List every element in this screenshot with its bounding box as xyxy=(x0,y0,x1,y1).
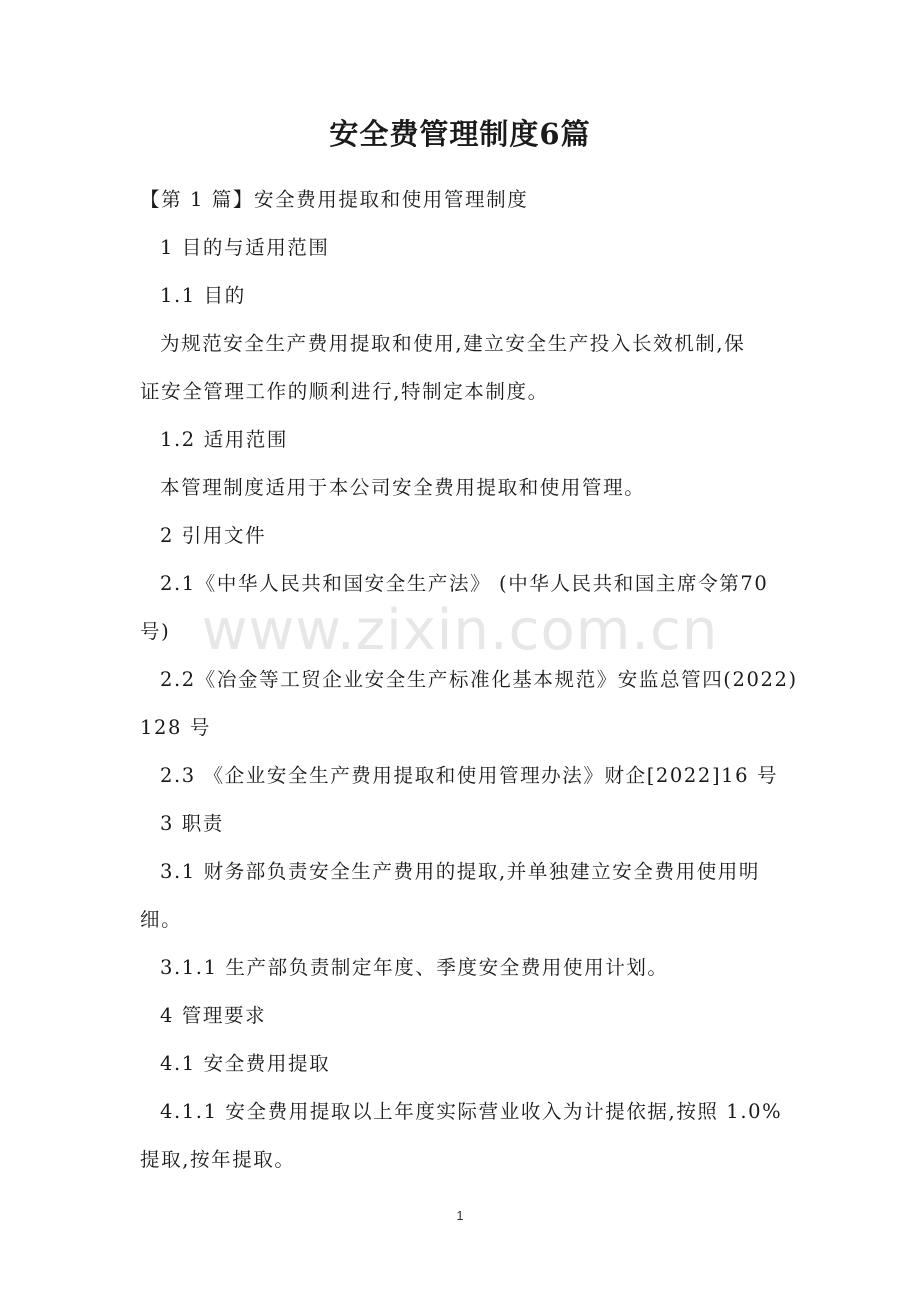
paragraph-line: 4.1.1 安全费用提取以上年度实际营业收入为计提依据,按照 1.0% xyxy=(160,1100,783,1123)
paragraph-line: 4.1 安全费用提取 xyxy=(160,1052,331,1075)
paragraph-line: 1.2 适用范围 xyxy=(160,428,289,451)
watermark: www.zixin.com.cn xyxy=(201,598,719,663)
page-number: 1 xyxy=(456,1208,464,1223)
paragraph-line: 证安全管理工作的顺利进行,特制定本制度。 xyxy=(140,380,549,403)
paragraph-line: 细。 xyxy=(140,908,183,931)
paragraph-line: 1.1 目的 xyxy=(160,284,246,307)
section-heading: 【第 1 篇】安全费用提取和使用管理制度 xyxy=(140,188,529,211)
paragraph-line: 2.2《冶金等工贸企业安全生产标准化基本规范》安监总管四(2022) xyxy=(160,668,798,691)
paragraph-line: 提取,按年提取。 xyxy=(140,1148,296,1171)
document-body xyxy=(140,176,800,1184)
paragraph-line: 128 号 xyxy=(140,716,211,739)
paragraph-line: 3.1 财务部负责安全生产费用的提取,并单独建立安全费用使用明 xyxy=(160,860,761,883)
paragraph-line: 为规范安全生产费用提取和使用,建立安全生产投入长效机制,保 xyxy=(160,332,746,355)
paragraph-line: 2.3 《企业安全生产费用提取和使用管理办法》财企[2022]16 号 xyxy=(160,764,779,787)
paragraph-line: 1 目的与适用范围 xyxy=(160,236,330,259)
paragraph-line: 4 管理要求 xyxy=(160,1004,267,1027)
document-title: 安全费管理制度6篇 xyxy=(329,117,591,151)
paragraph-line: 3 职责 xyxy=(160,812,225,835)
paragraph-line: 2.1《中华人民共和国安全生产法》 (中华人民共和国主席令第70 xyxy=(160,572,769,595)
paragraph-line: 本管理制度适用于本公司安全费用提取和使用管理。 xyxy=(160,476,646,499)
paragraph-line: 号) xyxy=(140,620,171,643)
paragraph-line: 2 引用文件 xyxy=(160,524,267,547)
paragraph-line: 3.1.1 生产部负责制定年度、季度安全费用使用计划。 xyxy=(160,956,669,979)
